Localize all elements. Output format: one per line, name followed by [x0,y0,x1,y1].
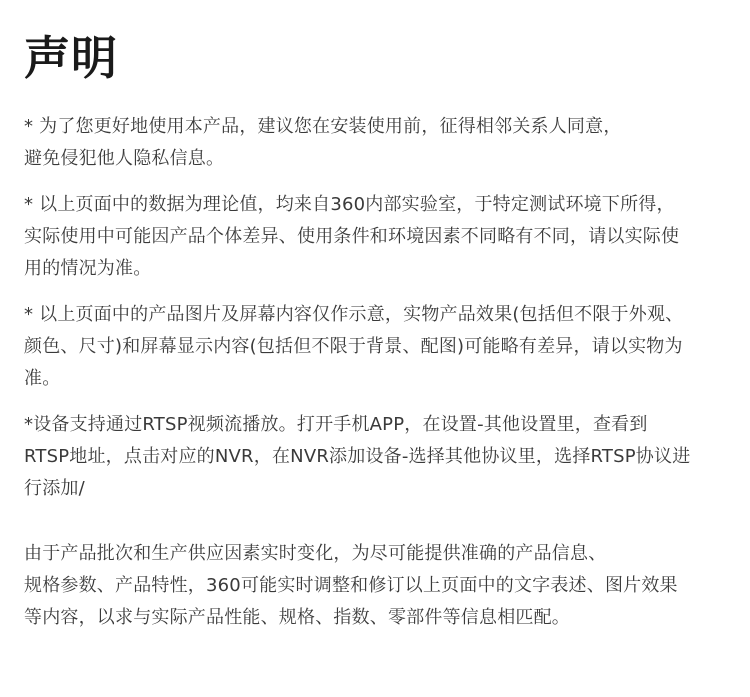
paragraph-line: 用的情况为准。 [24,258,152,279]
paragraph-product-changes [24,538,734,634]
paragraph-line: 规格参数、产品特性，360可能实时调整和修订以上页面中的文字表述、图片效果 [24,575,678,596]
paragraph-line: * 为了您更好地使用本产品，建议您在安装使用前，征得相邻关系人同意， [24,116,622,137]
paragraph-line: 实际使用中可能因产品个体差异、使用条件和环境因素不同略有不同，请以实际使 [24,226,680,247]
paragraph-line: 等内容，以求与实际产品性能、规格、指数、零部件等信息相匹配。 [24,607,570,628]
page-title: 声明 [24,31,118,85]
paragraph-line: 准。 [24,368,61,389]
paragraph-line: * 以上页面中的数据为理论值，均来自360内部实验室，于特定测试环境下所得， [24,194,675,215]
paragraph-rtsp [24,409,734,505]
paragraph-line: 由于产品批次和生产供应因素实时变化，为尽可能提供准确的产品信息、 [24,543,607,564]
paragraph-line: 颜色、尺寸)和屏幕显示内容(包括但不限于背景、配图)可能略有差异，请以实物为 [24,336,683,357]
paragraph-line: 行添加/ [24,478,85,499]
paragraph-line: 避免侵犯他人隐私信息。 [24,148,225,169]
paragraph-product-images [24,299,734,395]
paragraph-privacy [24,111,734,175]
paragraph-line: RTSP地址，点击对应的NVR，在NVR添加设备-选择其他协议里，选择RTSP协议进 [24,446,691,467]
paragraph-line: *设备支持通过RTSP视频流播放。打开手机APP，在设置-其他设置里，查看到 [24,414,648,435]
paragraph-line: * 以上页面中的产品图片及屏幕内容仅作示意，实物产品效果(包括但不限于外观、 [24,304,684,325]
paragraph-theoretical-data [24,189,734,285]
